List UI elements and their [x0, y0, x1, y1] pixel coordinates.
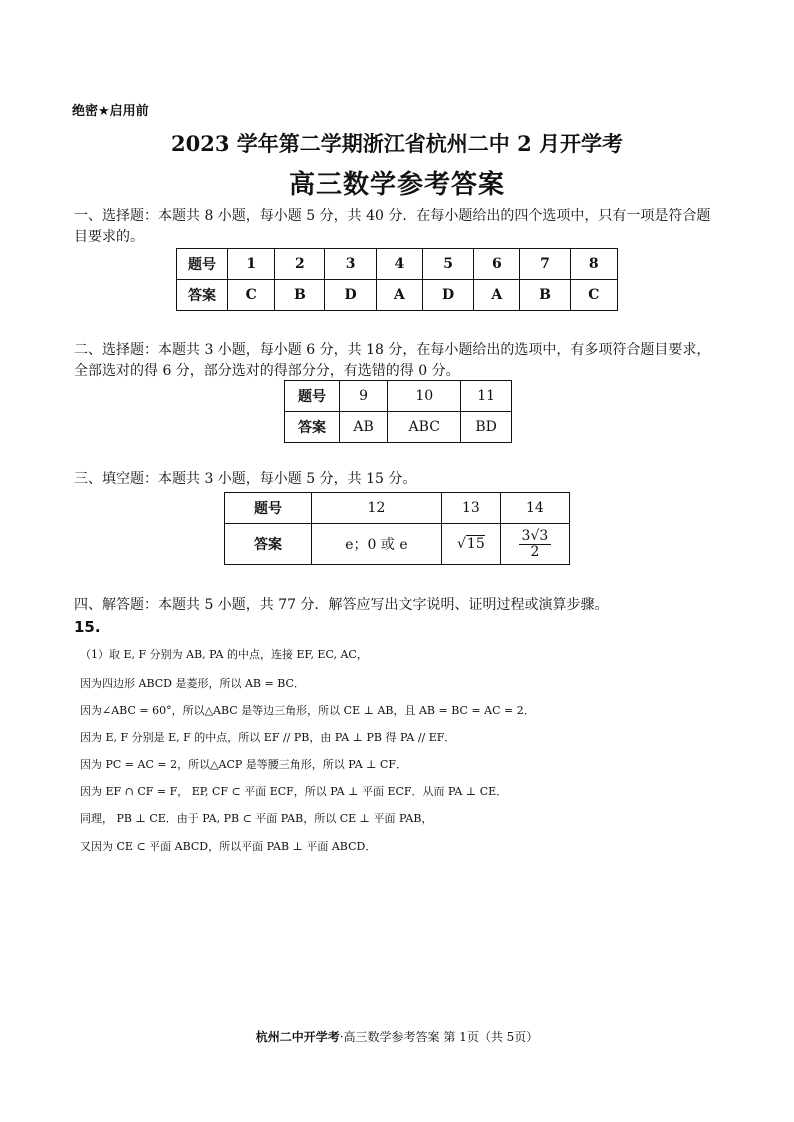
solution-line: 因为 E, F 分别是 E, F 的中点，所以 EF // PB，由 PA ⊥ PB 得 PA // EF． [80, 731, 456, 744]
row-header: 题号 [225, 493, 312, 524]
solution-line: 因为 EF ∩ CF = F， EP, CF ⊂ 平面 ECF，所以 PA ⊥ 平面 ECF．从而 PA ⊥ CE． [80, 785, 508, 798]
section1-answer-table [176, 248, 618, 311]
answer-cell: D [325, 280, 376, 311]
solution-line: （1）取 E, F 分别为 AB, PA 的中点，连接 EF, EC, AC， [80, 648, 368, 661]
table-row [177, 280, 618, 311]
solution-line: 因为∠ABC = 60°，所以△ABC 是等边三角形，所以 CE ⊥ AB，且 AB = BC = AC = 2． [80, 704, 535, 717]
solution-line: 又因为 CE ⊂ 平面 ABCD，所以平面 PAB ⊥ 平面 ABCD． [80, 840, 377, 853]
table-row [225, 524, 570, 565]
question-number: 2 [275, 249, 325, 280]
answer-cell: B [275, 280, 325, 311]
question-number: 7 [520, 249, 570, 280]
question-15-label: 15. [74, 618, 101, 636]
footer-school: 杭州二中开学考 [255, 1030, 340, 1044]
radicand: 15 [466, 536, 485, 552]
fraction [519, 529, 552, 560]
section2-answer-table [284, 380, 512, 443]
row-header: 答案 [225, 524, 312, 565]
question-number: 8 [570, 249, 617, 280]
answer-key-title: 高三数学参考答案 [288, 170, 505, 200]
page-footer [0, 1028, 794, 1045]
question-number: 12 [312, 493, 442, 524]
question-number: 3 [325, 249, 376, 280]
question-number: 14 [500, 493, 569, 524]
question-number: 4 [376, 249, 422, 280]
fraction-denominator: 2 [530, 543, 540, 560]
question-number: 11 [461, 381, 512, 412]
fraction-numerator: 3√3 [519, 529, 552, 545]
question-number: 5 [422, 249, 473, 280]
question-number: 1 [228, 249, 275, 280]
table-row [177, 249, 618, 280]
row-header: 答案 [285, 412, 340, 443]
answer-cell: e；0 或 e [312, 524, 442, 565]
section2-intro: 二、选择题：本题共 3 小题，每小题 6 分，共 18 分，在每小题给出的选项中，有多项符合题目要求，全部选对的得 6 分，部分选对的得部分分，有选错的得 0 分。 [74, 342, 711, 379]
section1-intro: 一、选择题：本题共 8 小题，每小题 5 分，共 40 分．在每小题给出的四个选项中，只有一项是符合题目要求的。 [74, 208, 711, 245]
row-header: 答案 [177, 280, 228, 311]
answer-cell: C [570, 280, 617, 311]
footer-page-info: ·高三数学参考答案 第 1页（共 5页） [339, 1030, 539, 1044]
exam-title: 2023 学年第二学期浙江省杭州二中 2 月开学考 [171, 131, 623, 156]
row-header: 题号 [285, 381, 340, 412]
answer-cell: ABC [388, 412, 461, 443]
confidential-label: 绝密★启用前 [72, 104, 149, 119]
question-number: 10 [388, 381, 461, 412]
table-row [225, 493, 570, 524]
answer-cell: AB [340, 412, 388, 443]
answer-cell: B [520, 280, 570, 311]
answer-cell: A [376, 280, 422, 311]
section4-intro: 四、解答题：本题共 5 小题，共 77 分．解答应写出文字说明、证明过程或演算步骤。 [74, 597, 609, 613]
question-number: 13 [441, 493, 500, 524]
section3-intro: 三、填空题：本题共 3 小题，每小题 5 分，共 15 分。 [74, 471, 417, 487]
solution-line: 因为四边形 ABCD 是菱形，所以 AB = BC． [80, 677, 305, 690]
section3-answer-table [224, 492, 570, 565]
solution-line: 因为 PC = AC = 2，所以△ACP 是等腰三角形，所以 PA ⊥ CF． [80, 758, 408, 771]
table-row [285, 412, 512, 443]
solution-line: 同理， PB ⊥ CE．由于 PA, PB ⊂ 平面 PAB，所以 CE ⊥ 平面 PAB， [80, 812, 433, 825]
answer-cell: BD [461, 412, 512, 443]
answer-cell [500, 524, 569, 565]
answer-cell: A [474, 280, 520, 311]
table-row [285, 381, 512, 412]
row-header: 题号 [177, 249, 228, 280]
question-number: 9 [340, 381, 388, 412]
answer-cell [441, 524, 500, 565]
question-number: 6 [474, 249, 520, 280]
answer-cell: C [228, 280, 275, 311]
answer-cell: D [422, 280, 473, 311]
sqrt-symbol: √ [456, 536, 466, 552]
